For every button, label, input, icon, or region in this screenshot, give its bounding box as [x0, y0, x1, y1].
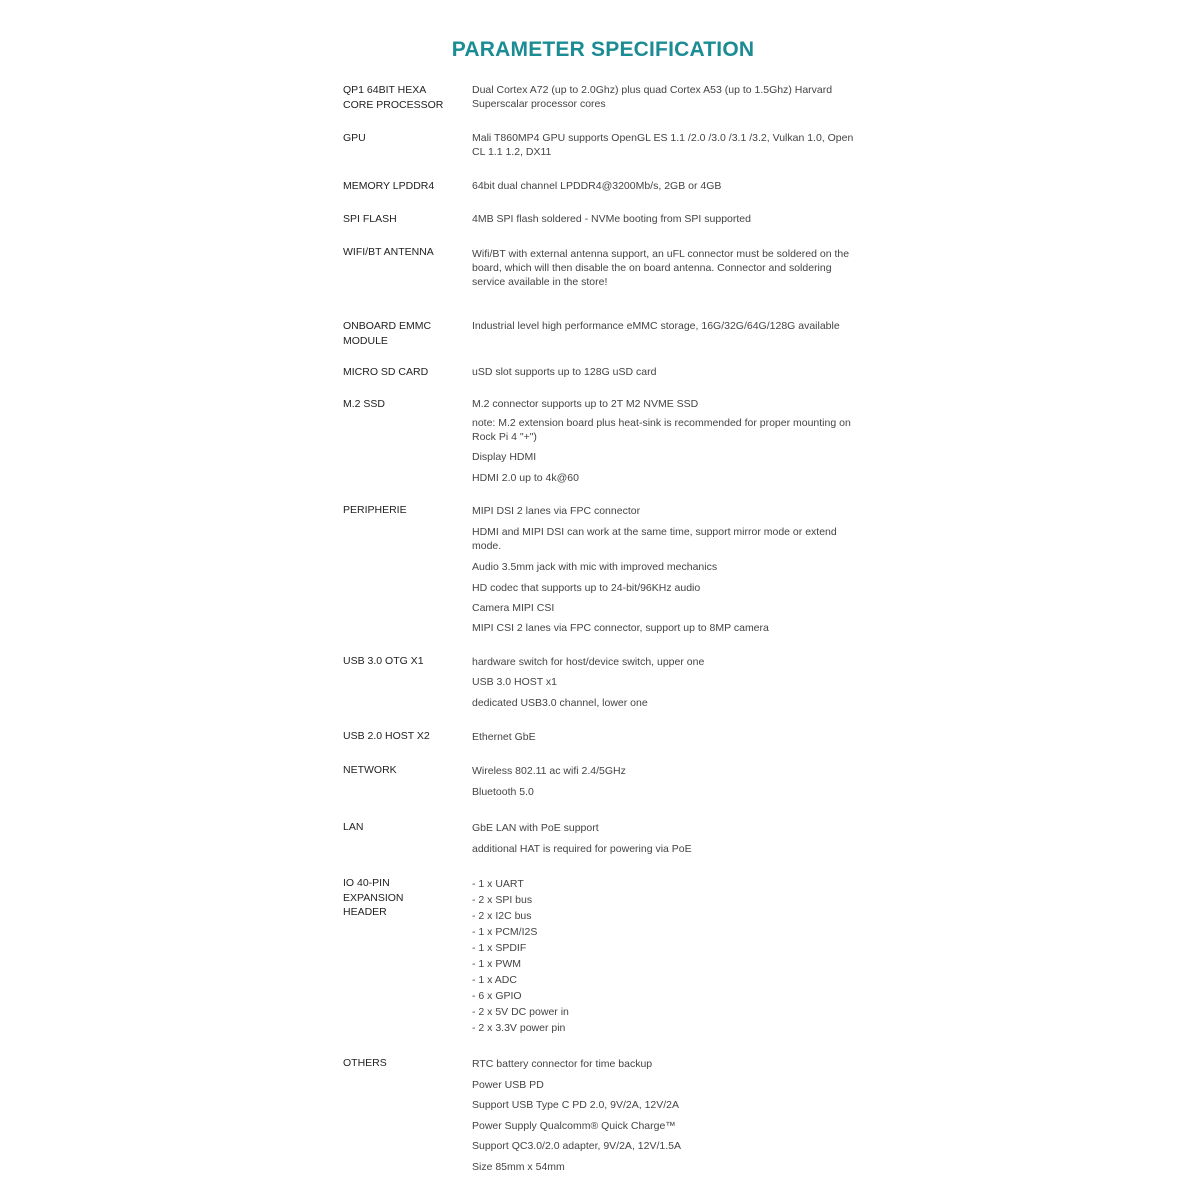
spec-label: OTHERS — [343, 1057, 387, 1069]
spec-value: HD codec that supports up to 24-bit/96KHz audio — [472, 582, 701, 594]
spec-label: MICRO SD CARD — [343, 366, 429, 378]
spec-value: Camera MIPI CSI — [472, 602, 555, 614]
spec-value: - 1 x ADC — [472, 974, 517, 986]
spec-value: - 1 x PCM/I2S — [472, 926, 538, 938]
spec-label: GPU — [343, 132, 366, 144]
spec-value: MIPI CSI 2 lanes via FPC connector, support up to 8MP camera — [472, 622, 769, 634]
spec-value: Mali T860MP4 GPU supports OpenGL ES 1.1 /2.0 /3.0 /3.1 /3.2, Vulkan 1.0, Open CL 1.1 1.2, DX11 — [472, 132, 854, 158]
spec-value: Support USB Type C PD 2.0, 9V/2A, 12V/2A — [472, 1099, 680, 1111]
spec-label: ONBOARD EMMC MODULE — [343, 320, 432, 347]
spec-value: RTC battery connector for time backup — [472, 1058, 653, 1070]
spec-value: Audio 3.5mm jack with mic with improved mechanics — [472, 561, 718, 573]
spec-label: LAN — [343, 821, 364, 833]
spec-value: GbE LAN with PoE support — [472, 822, 599, 834]
spec-label: NETWORK — [343, 764, 397, 776]
spec-label: SPI FLASH — [343, 213, 397, 225]
spec-value: - 1 x PWM — [472, 958, 521, 970]
spec-value: additional HAT is required for powering via PoE — [472, 843, 692, 855]
spec-value: Bluetooth 5.0 — [472, 786, 534, 798]
spec-value: Display HDMI — [472, 451, 537, 463]
spec-value: Industrial level high performance eMMC storage, 16G/32G/64G/128G available — [472, 320, 840, 332]
spec-value: - 1 x SPDIF — [472, 942, 527, 954]
spec-label: PERIPHERIE — [343, 504, 407, 516]
spec-label: WIFI/BT ANTENNA — [343, 246, 434, 258]
spec-value: dedicated USB3.0 channel, lower one — [472, 697, 648, 709]
spec-value: M.2 connector supports up to 2T M2 NVME SSD — [472, 398, 699, 410]
spec-value: HDMI 2.0 up to 4k@60 — [472, 472, 579, 484]
spec-value: 4MB SPI flash soldered - NVMe booting from SPI supported — [472, 213, 751, 225]
spec-label: M.2 SSD — [343, 398, 386, 410]
spec-value: Power Supply Qualcomm® Quick Charge™ — [472, 1120, 676, 1132]
spec-value: Dual Cortex A72 (up to 2.0Ghz) plus quad Cortex A53 (up to 1.5Ghz) Harvard Superscalar processor cores — [472, 84, 833, 110]
spec-value: USB 3.0 HOST x1 — [472, 676, 558, 688]
spec-value: Wireless 802.11 ac wifi 2.4/5GHz — [472, 765, 626, 777]
spec-value: - 6 x GPIO — [472, 990, 522, 1002]
spec-value: hardware switch for host/device switch, upper one — [472, 656, 705, 668]
spec-value: Support QC3.0/2.0 adapter, 9V/2A, 12V/1.5A — [472, 1140, 681, 1152]
spec-value: HDMI and MIPI DSI can work at the same time, support mirror mode or extend mode. — [472, 526, 837, 552]
spec-value: Ethernet GbE — [472, 731, 536, 743]
spec-value: Wifi/BT with external antenna support, an uFL connector must be soldered on the board, which will then disable the on board antenna. Connector and soldering service available in the store! — [472, 248, 850, 288]
spec-value: Size 85mm x 54mm — [472, 1161, 565, 1173]
page-title: PARAMETER SPECIFICATION — [451, 38, 755, 61]
spec-value: note: M.2 extension board plus heat-sink is recommended for proper mounting on Rock Pi 4 "+") — [472, 417, 851, 443]
spec-value: MIPI DSI 2 lanes via FPC connector — [472, 505, 641, 517]
spec-value: - 2 x 5V DC power in — [472, 1006, 569, 1018]
spec-label: IO 40-PIN EXPANSION HEADER — [343, 877, 404, 918]
spec-value: - 2 x 3.3V power pin — [472, 1022, 566, 1034]
spec-value: - 2 x I2C bus — [472, 910, 532, 922]
spec-value: - 2 x SPI bus — [472, 894, 533, 906]
spec-label: USB 2.0 HOST X2 — [343, 730, 430, 742]
spec-value: Power USB PD — [472, 1079, 544, 1091]
spec-label: MEMORY LPDDR4 — [343, 180, 435, 192]
spec-value: - 1 x UART — [472, 878, 524, 890]
spec-value: uSD slot supports up to 128G uSD card — [472, 366, 657, 378]
spec-value: 64bit dual channel LPDDR4@3200Mb/s, 2GB or 4GB — [472, 180, 722, 192]
spec-label: QP1 64BIT HEXA CORE PROCESSOR — [343, 84, 444, 111]
spec-label: USB 3.0 OTG X1 — [343, 655, 424, 667]
